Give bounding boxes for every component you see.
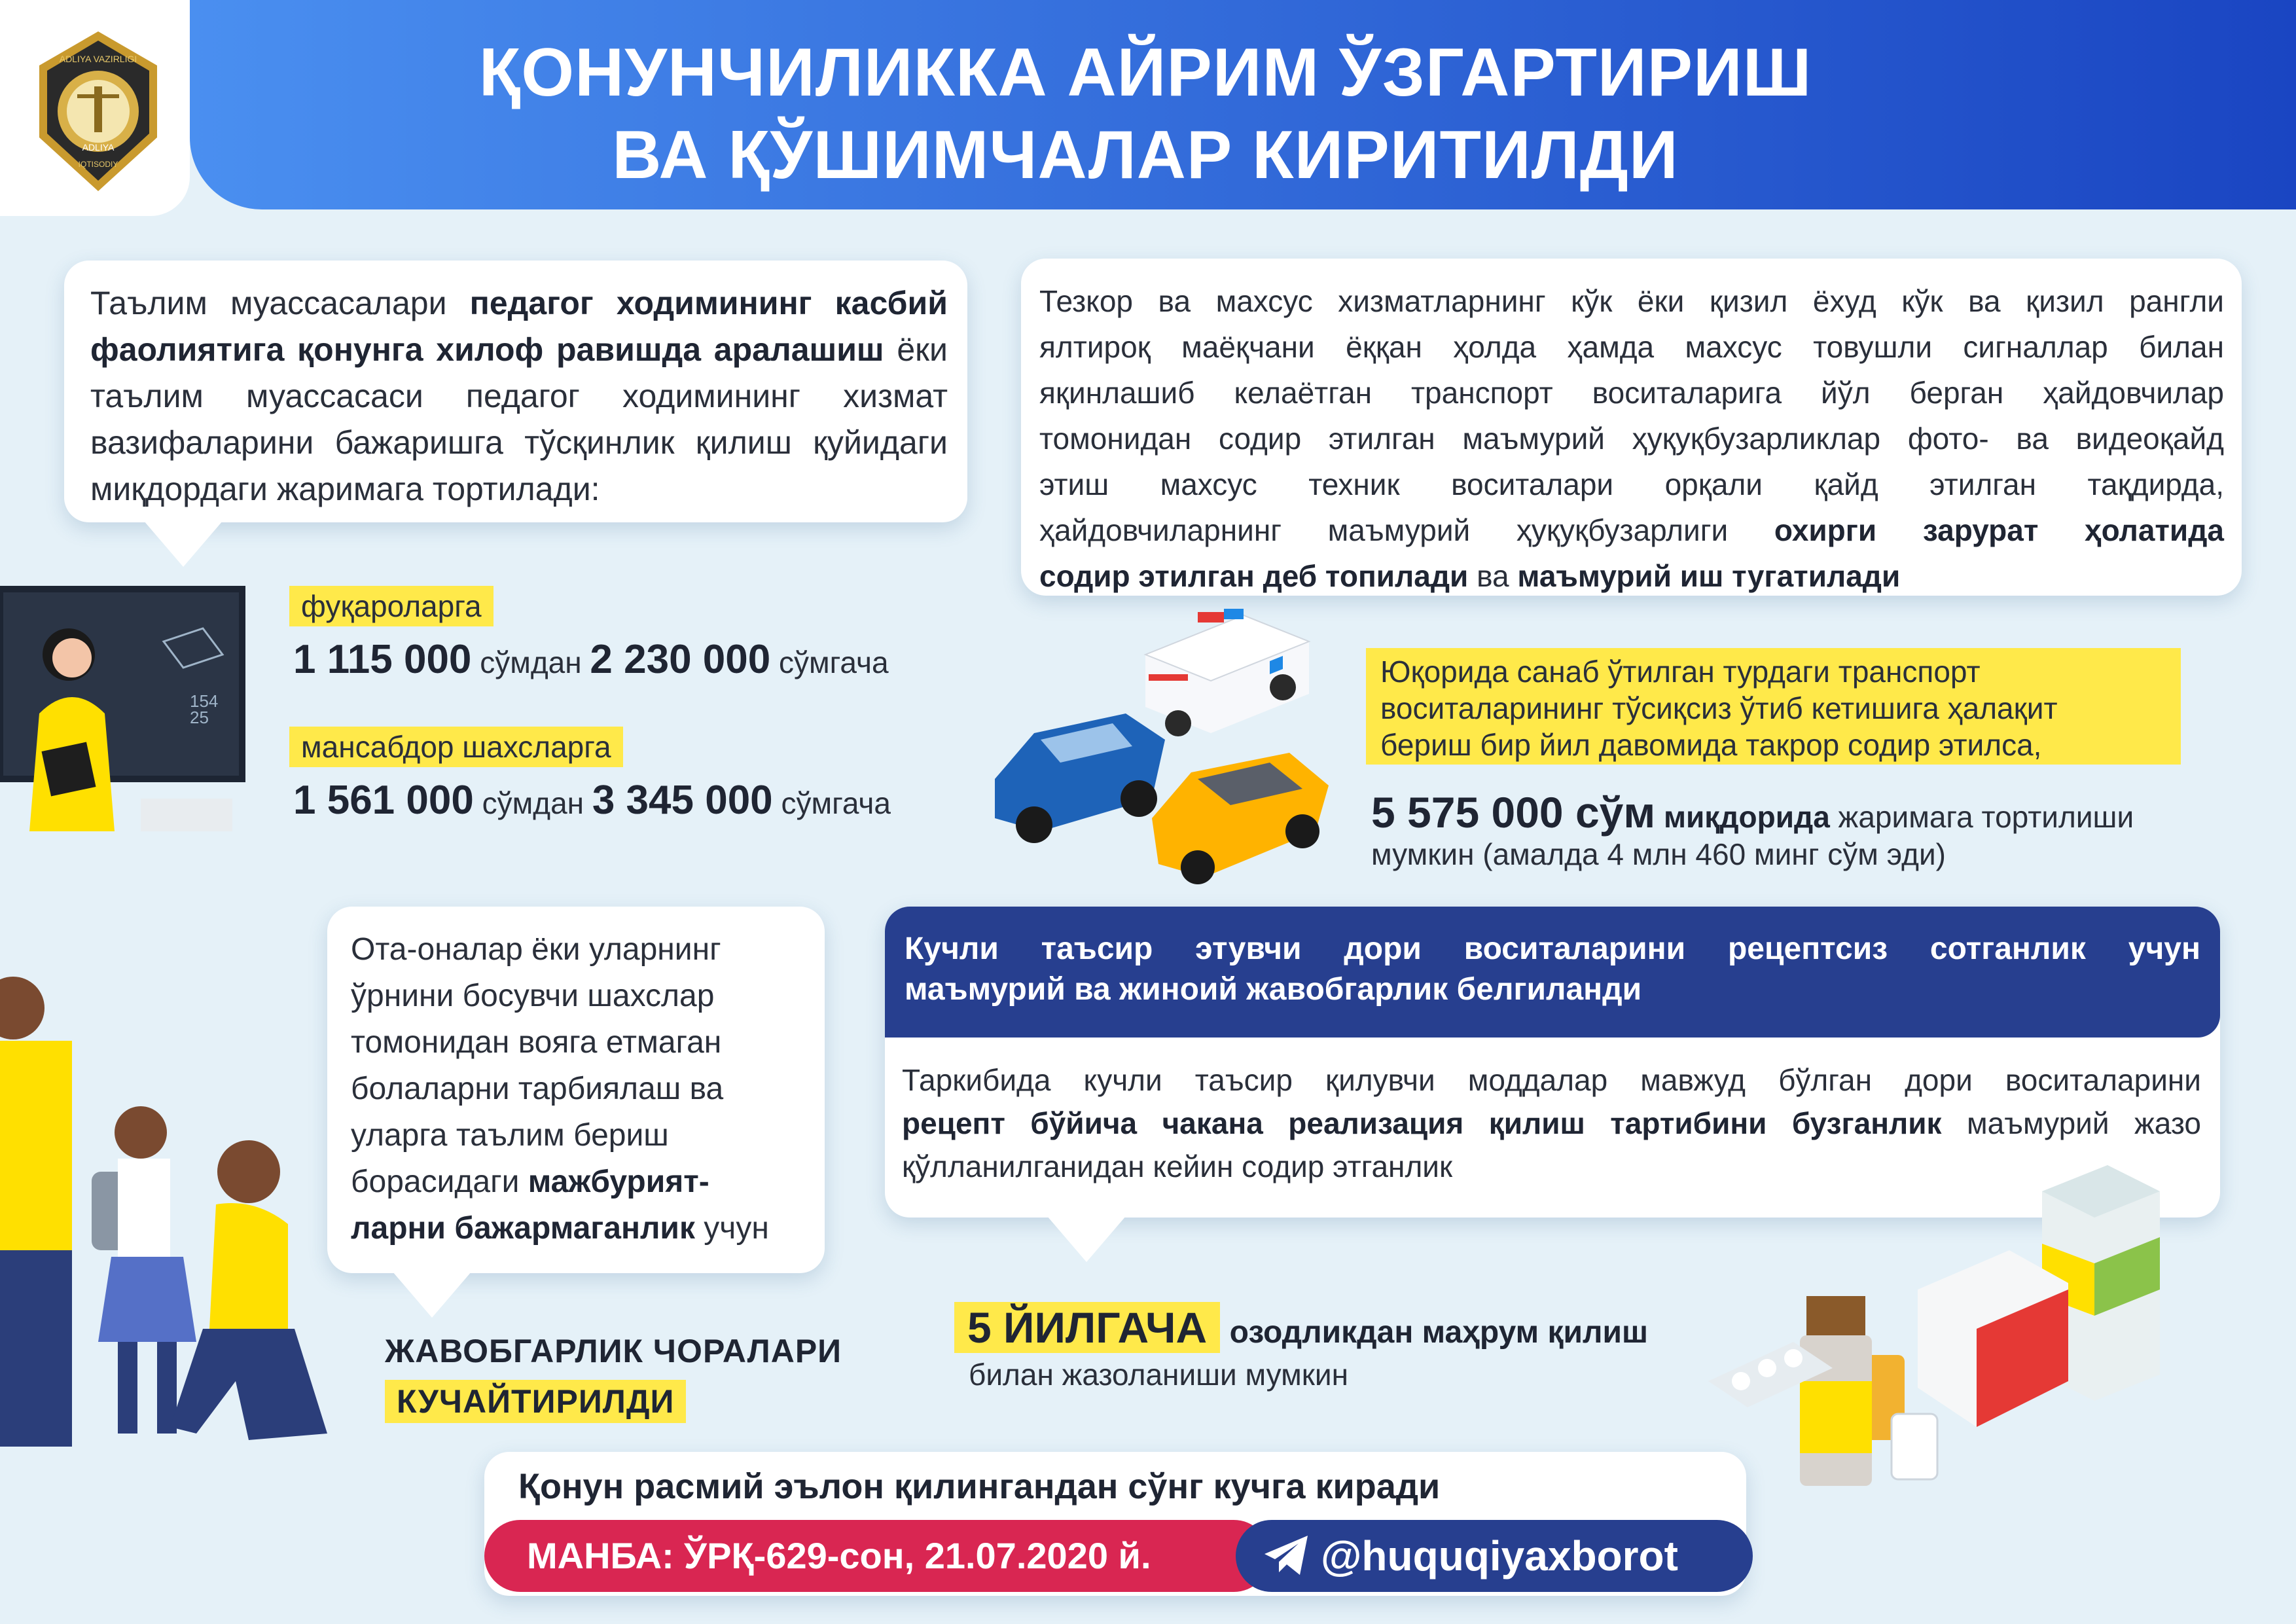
- drugs-title-line2: маъмурий ва жиноий жавобгарлик белгиланди: [905, 972, 1642, 1007]
- ministry-logo: [26, 26, 170, 196]
- drugs-title-band: [885, 907, 2220, 1038]
- teacher-card-tail: [144, 521, 223, 567]
- parents-card: [327, 907, 825, 1273]
- teacher-card: [64, 261, 967, 522]
- law-effect-text: Қонун расмий эълон қилингандан сўнг кучга киради: [518, 1467, 1441, 1506]
- logo-text-top: ADLIYA VAZIRLIGI: [59, 54, 137, 64]
- responsibility-line2: КУЧАЙТИРИЛДИ: [385, 1380, 686, 1423]
- page-title-line1: ҚОНУНЧИЛИККА АЙРИМ ЎЗГАРТИРИШ: [478, 35, 1812, 111]
- responsibility-line1: ЖАВОБГАРЛИК ЧОРАЛАРИ: [385, 1333, 842, 1369]
- drugs-card-tail: [1047, 1216, 1126, 1262]
- traffic-fine-note: мумкин (амалда 4 млн 460 минг сўм эди): [1371, 837, 1946, 871]
- traffic-text: Тезкор ва махсус хизматларнинг кўк ёки қизил ёхуд кўк ва қизил рангли ялтироқ маёқчани ёққан ҳолда ҳамда махсус товушли сигналлар билан яқинлашиб келаётган транспорт воситаларига йўл берган ҳайдовчилар томонидан содир этилган маъмурий ҳуқуқбузарликлар фото- ва видеоқайд этиш махсус техник воситалари орқали қайд этилган тақдирда, ҳайдовчиларнинг маъмурий ҳуқуқбузарлиги охирги зарурат ҳолатида содир этилган деб топилади ва маъмурий иш тугатилади: [1039, 284, 2224, 593]
- citizens-fine: 1 115 000 сўмдан 2 230 000 сўмгача: [293, 637, 889, 682]
- traffic-fine: 5 575 000 сўм миқдорида жаримага тортилиши: [1371, 788, 2134, 837]
- svg-text:25: 25: [190, 708, 209, 727]
- parents-card-tail: [393, 1272, 471, 1318]
- family-illustration: [0, 975, 347, 1466]
- repeat-offense-box: Юқорида санаб ўтилган турдаги транспорт воситаларининг тўсиқсиз ўтиб кетишига ҳалақит бериш бир йил давомида такрор содир этилса,: [1366, 648, 2181, 765]
- prison-term: [954, 1303, 1648, 1352]
- source-text: МАНБА: ЎРҚ-629-сон, 21.07.2020 й.: [527, 1535, 1151, 1576]
- vehicles-illustration: [982, 602, 1335, 890]
- logo-text-mid: ADLIYA: [82, 142, 115, 153]
- parents-text: Ота-оналар ёки уларнинг ўрнини босувчи шахслар томонидан вояга етмаган болаларни тарбиялаш ва уларга таълим бериш борасидаги мажбурият- ларни бажармаганлик учун: [351, 932, 769, 1246]
- prison-note: билан жазоланиши мумкин: [969, 1358, 1349, 1392]
- telegram-handle[interactable]: @huquqiyaxborot: [1321, 1532, 1678, 1579]
- prison-years: 5 ЙИЛГАЧА: [954, 1302, 1220, 1353]
- teacher-illustration: [0, 583, 249, 838]
- officials-fine: 1 561 000 сўмдан 3 345 000 сўмгача: [293, 778, 891, 823]
- telegram-pill[interactable]: [1236, 1520, 1753, 1592]
- citizens-label: фуқароларга: [289, 586, 493, 626]
- source-pill: [484, 1520, 1270, 1592]
- drugs-text: Таркибида кучли таъсир қилувчи моддалар мавжуд бўлган дори воситаларини рецепт бўйича чакана реализация қилиш тартибини бузганлик маъмурий жазо қўлланилганидан кейин содир этганлик: [902, 1063, 2201, 1183]
- teacher-text: Таълим муассасалари педагог ходимининг касбий фаолиятига қонунга хилоф равишда аралашиш ёки таълим муассасаси педагог ходимининг хизмат вазифаларини бажаришга тўсқинлик қилиш қуйидаги миқдордаги жаримага тортилади:: [90, 285, 948, 507]
- page-title-line2: ВА ҚЎШИМЧАЛАР КИРИТИЛДИ: [612, 117, 1679, 193]
- officials-label: мансабдор шахсларга: [289, 727, 623, 767]
- header-bar: [190, 0, 2296, 209]
- telegram-icon: [1263, 1534, 1309, 1579]
- logo-text-bottom: IQTISODIY: [78, 160, 118, 169]
- svg-text:154: 154: [190, 691, 219, 711]
- drugs-title-line1: Кучли таъсир этувчи дори воситаларини рецептсиз сотганлик учун: [905, 931, 2200, 966]
- prison-label: озодликдан маҳрум қилиш: [1229, 1315, 1649, 1350]
- traffic-card: [1021, 259, 2242, 596]
- medicine-illustration: [1702, 1165, 2193, 1499]
